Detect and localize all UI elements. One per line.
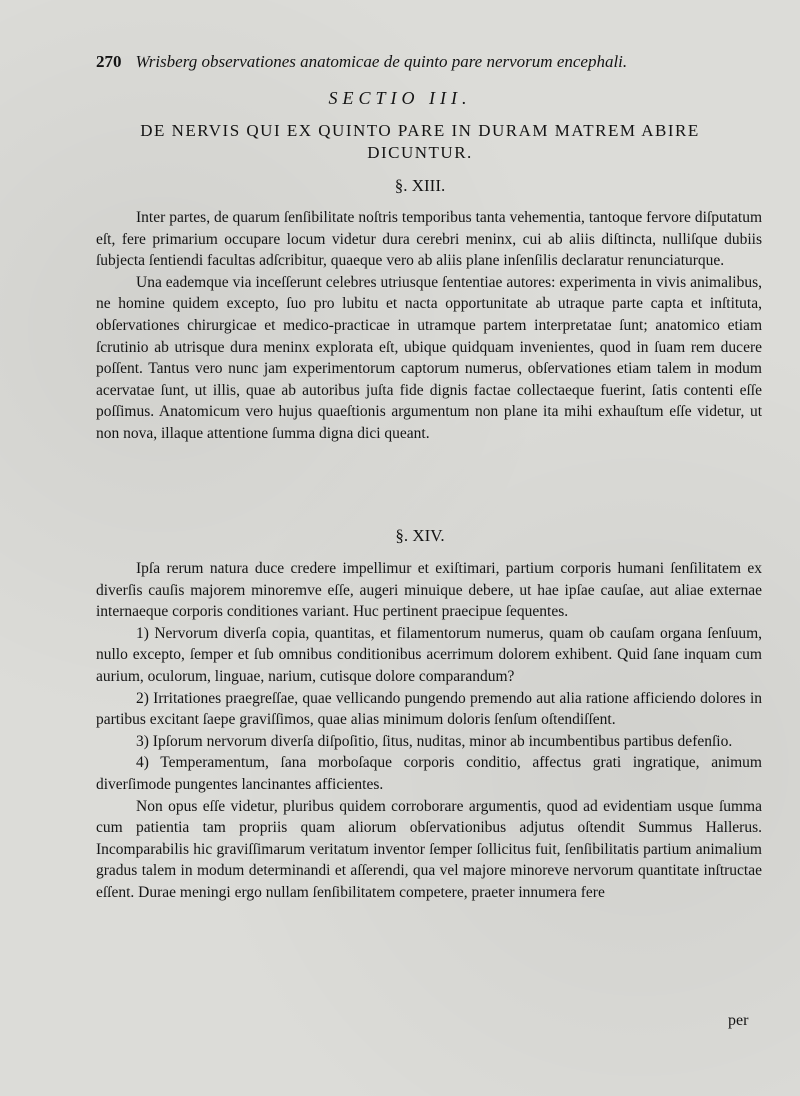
paragraph: Inter partes, de quarum ſenſibilitate noſtris temporibus tanta vehementia, tantoque fervore diſputatum eſt, fere primarium occupare locum videtur dura cerebri meninx, cui ab aliis diſtincta, nulliſque dubiis ſubjecta ſentiendi facultas adſcribitur, quaeque vero ab aliis plane inſenſilis declaratur renunciaturque. [96,209,762,270]
list-item: 2) Irritationes praegreſſae, quae vellicando pungendo premendo aut alia ratione afficiendo dolores in partibus excitant ſaepe graviſſimos, quae alias minimum doloris ſenſum oſtendiſſent. [96,689,762,729]
catchword: per [728,1012,749,1029]
page-number: 270 [96,52,122,71]
paragraph: Non opus eſſe videtur, pluribus quidem corroborare argumentis, quod ad evidentiam usque ſumma cum patientia tam propriis quam aliorum obſervationibus adjutus oſtendit Summus Hallerus. Incomparabilis hic graviſſimarum veritatum inventor ſemper ſollicitus fuit, ſenſibilitatis partium animalium gradus talem in modum determinandi et aſſerendi, qua vel majore minoreve nervorum quantitate inſtructae eſſent. Durae meningi ergo nullam ſenſibilitatem competere, praeter innumera fere [96,797,762,901]
running-header [96,52,736,72]
list-item: 3) Ipſorum nervorum diverſa diſpoſitio, ſitus, nuditas, minor ab incumbentibus partibus defenſio. [136,732,733,750]
list-item: 1) Nervorum diverſa copia, quantitas, et filamentorum numerus, quam ob cauſam organa ſenſuum, nullo excepto, ſemper et ſub omnibus conditionibus acerrimum dolorem exhibent. Quid ſane inquam cum aurium, oculorum, linguae, narium, cutisque dolore comparandum? [96,624,762,685]
section-xiii-body [96,207,762,445]
paragraph-heading-xiii: §. XIII. [394,176,446,195]
section-title: DE NERVIS QUI EX QUINTO PARE IN DURAM MATREM ABIRE DICUNTUR. [140,121,700,162]
paragraph: Ipſa rerum natura duce credere impellimur et exiſtimari, partium corporis humani ſenſilitatem ex diverſis cauſis majorem minoremve eſſe, augeri minuique debere, ut hae ipſae cauſae, aut aliae externae internaeque corporis conditiones variant. Huc pertinent praecipue ſequentes. [96,560,762,621]
running-title: Wrisberg observationes anatomicae de quinto pare nervorum encephali. [135,52,628,71]
list-item: 4) Temperamentum, ſana morboſaque corporis conditio, affectus grati ingratique, animum diverſimode pungentes lancinantes afficientes. [96,754,762,793]
paragraph-heading-xiv: §. XIV. [395,526,445,545]
section-label: SECTIO III. [328,88,472,108]
section-xiv-body [96,558,762,904]
paragraph: Una eademque via inceſſerunt celebres utriusque ſententiae autores: experimenta in vivis animalibus, ne homine quidem excepto, ſuo pro lubitu et nacta opportunitate ab utraque parte capta et inſtituta, obſervationes chirurgicae et medico-practicae in utramque partem interpretatae ſunt; anatomico etiam ſcrutinio ab utrisque dura meninx explorata eſt, ubique quidquam invenientes, quod in ſuam rem ducere poſſent. Tantus vero nunc jam experimentorum captorum numerus, obſervationes etiam talem in modum acervatae ſunt, ut illis, quae ab autoribus juſta fide dignis factae collectaeque fuerint, ſatis contenti eſſe poſſimus. Anatomicum vero hujus quaeſtionis argumentum non plane ita mihi exhauſtum eſſe videtur, ut non nova, illaque attentione ſumma digna dici queant. [96,273,762,442]
